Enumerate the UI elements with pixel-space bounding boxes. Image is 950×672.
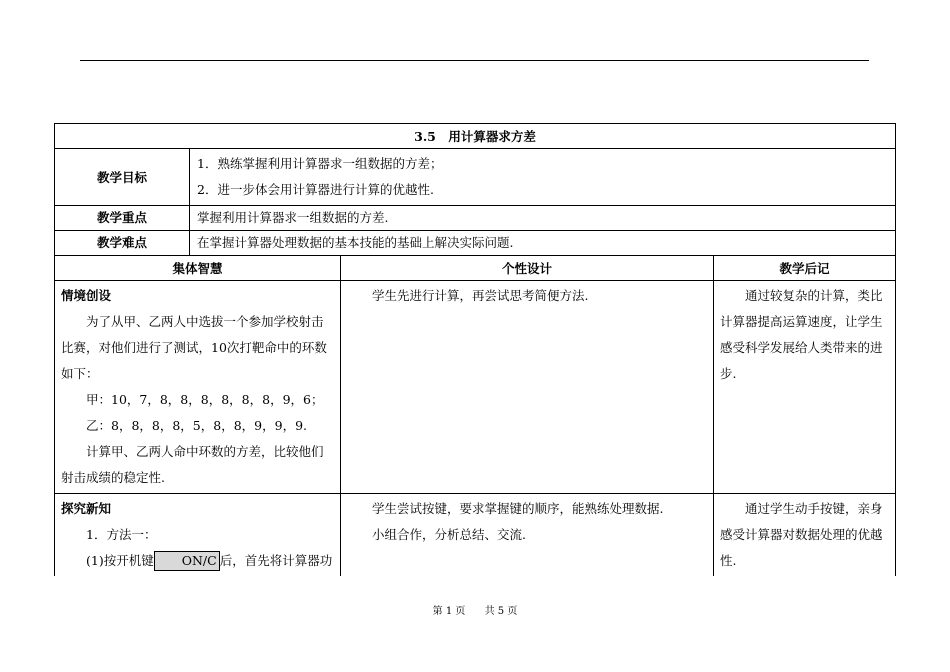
goal-item: 2．进一步体会用计算器进行计算的优越性. (197, 182, 434, 197)
section1-para: 乙：8，8，8，8，5，8，8，9，9，9. (86, 418, 308, 433)
section1-title: 情境创设 (61, 288, 112, 303)
section1-design-text: 学生先进行计算，再尝试思考简便方法. (372, 288, 589, 303)
section2-notes (714, 494, 896, 577)
page-total: 共 5 页 (484, 606, 518, 617)
header-rule (80, 60, 869, 61)
column-header-notes: 教学后记 (714, 256, 896, 281)
column-header-collective: 集体智慧 (55, 256, 341, 281)
section2-method: 1．方法一： (86, 527, 157, 542)
step-prefix: (1)按开机键 (86, 553, 154, 568)
section2-design-line: 学生尝试按键，要求掌握键的顺序，能熟练处理数据. (372, 501, 664, 516)
lesson-plan-table (54, 123, 895, 576)
key-point-label: 教学重点 (55, 206, 190, 231)
goal-item: 1．熟练掌握利用计算器求一组数据的方差； (197, 156, 443, 171)
column-header-design: 个性设计 (341, 256, 714, 281)
section2-design-line: 小组合作，分析总结、交流. (372, 527, 526, 542)
section1-design (341, 281, 714, 494)
on-c-key: ON/C (154, 551, 220, 571)
section1-para: 为了从甲、乙两人中选拔一个参加学校射击比赛，对他们进行了测试，10次打靶命中的环数如下： (61, 314, 327, 381)
section1-para: 计算甲、乙两人命中环数的方差，比较他们射击成绩的稳定性. (61, 444, 324, 485)
goals-label: 教学目标 (55, 149, 190, 206)
section2-step (61, 548, 334, 574)
step-suffix: 后，首先将计算器功 (219, 553, 333, 568)
section1-collective (55, 281, 341, 494)
lesson-title: 3.5 用计算器求方差 (55, 124, 896, 149)
section2-notes-text: 通过学生动手按键，亲身感受计算器对数据处理的优越性. (720, 501, 883, 568)
section2-title: 探究新知 (61, 501, 112, 516)
difficult-point-content: 在掌握计算器处理数据的基本技能的基础上解决实际问题. (190, 231, 896, 256)
section1-para: 甲：10，7，8，8，8，8，8，8，9，6； (86, 392, 324, 407)
goals-content (190, 149, 896, 206)
difficult-point-label: 教学难点 (55, 231, 190, 256)
section1-notes-text: 通过较复杂的计算，类比计算器提高运算速度，让学生感受科学发展给人类带来的进步. (720, 288, 883, 381)
section1-notes (714, 281, 896, 494)
key-point-content: 掌握利用计算器求一组数据的方差. (190, 206, 896, 231)
page-footer (0, 602, 950, 617)
page-number: 第 1 页 (432, 606, 466, 617)
section2-collective (55, 494, 341, 577)
section2-design (341, 494, 714, 577)
